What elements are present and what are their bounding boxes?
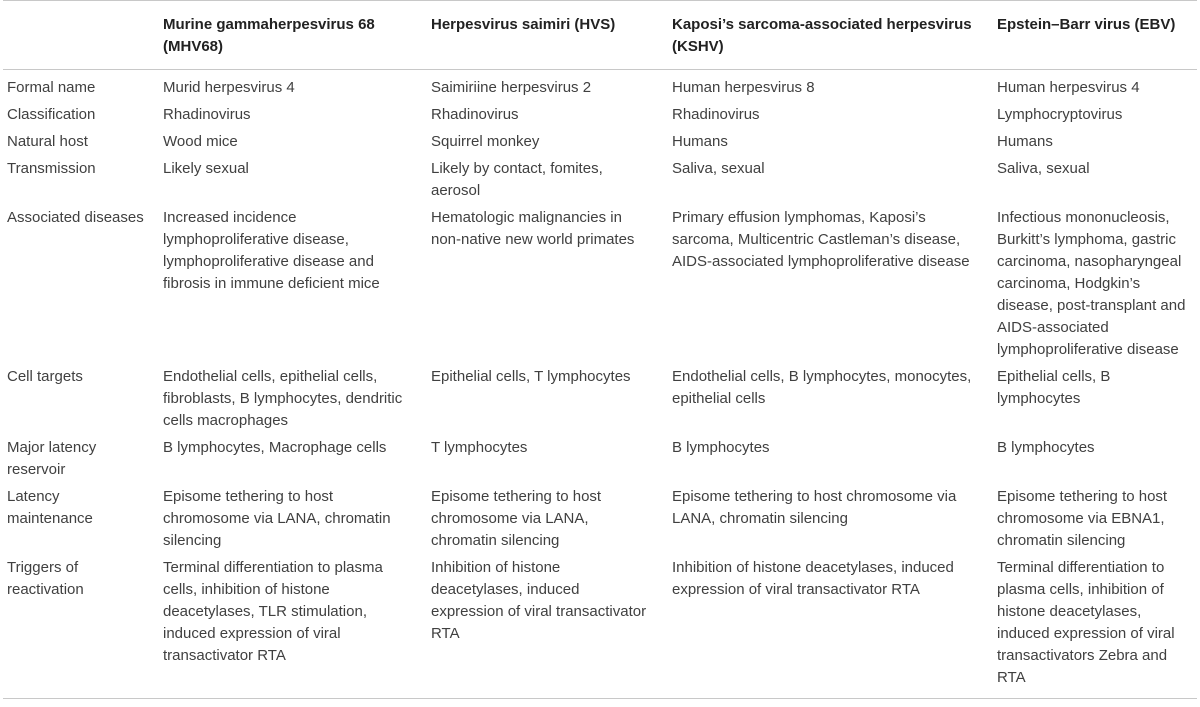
table-cell: Infectious mononucleosis, Burkitt’s lymphoma, gastric carcinoma, nasopharyngeal carcinoma, Hodgkin’s disease, post-transplant and AIDS-associated lymphoproliferative disease — [997, 209, 1186, 358]
header-row — [3, 1, 1197, 70]
header-cell-hvs: Herpesvirus saimiri (HVS) — [431, 16, 616, 33]
table-cell: Endothelial cells, B lymphocytes, monocytes, epithelial cells — [672, 368, 972, 407]
row-label: Classification — [7, 106, 96, 123]
herpesvirus-comparison-table-wrapper — [3, 0, 1197, 699]
row-label: Latency maintenance — [7, 488, 93, 527]
table-cell: Hematologic malignancies in non-native new world primates — [431, 209, 635, 248]
table-cell: Terminal differentiation to plasma cells, inhibition of histone deacetylases, TLR stimulation, induced expression of viral transactivator RTA — [163, 559, 383, 664]
table-row — [3, 552, 1197, 699]
table-cell: Wood mice — [163, 133, 238, 150]
header-cell-kshv: Kaposi’s sarcoma-associated herpesvirus (KSHV) — [672, 16, 972, 55]
table-cell: Episome tethering to host chromosome via LANA, chromatin silencing — [672, 488, 957, 527]
table-row — [3, 432, 1197, 481]
table-cell: B lymphocytes — [672, 439, 770, 456]
table-cell: Saliva, sexual — [997, 160, 1090, 177]
table-cell: Epithelial cells, T lymphocytes — [431, 368, 631, 385]
table-row — [3, 153, 1197, 202]
table-cell: Inhibition of histone deacetylases, induced expression of viral transactivator RTA — [431, 559, 647, 642]
table-cell: Humans — [997, 133, 1053, 150]
table-row — [3, 70, 1197, 100]
row-label: Transmission — [7, 160, 96, 177]
table-cell: Saliva, sexual — [672, 160, 765, 177]
table-row — [3, 361, 1197, 432]
row-label: Cell targets — [7, 368, 83, 385]
row-label: Major latency reservoir — [7, 439, 97, 478]
table-cell: Terminal differentiation to plasma cells, inhibition of histone deacetylases, induced expression of viral transactivators Zebra and RTA — [997, 559, 1175, 686]
header-cell-ebv: Epstein–Barr virus (EBV) — [997, 16, 1176, 33]
table-body — [3, 70, 1197, 699]
table-cell: Rhadinovirus — [163, 106, 251, 123]
row-label: Formal name — [7, 79, 96, 96]
herpesvirus-comparison-table — [3, 0, 1197, 699]
table-cell: Likely by contact, fomites, aerosol — [431, 160, 603, 199]
table-cell: Inhibition of histone deacetylases, induced expression of viral transactivator RTA — [672, 559, 954, 598]
table-row — [3, 126, 1197, 153]
table-cell: T lymphocytes — [431, 439, 528, 456]
table-cell: Rhadinovirus — [672, 106, 760, 123]
table-cell: B lymphocytes — [997, 439, 1095, 456]
table-cell: Epithelial cells, B lymphocytes — [997, 368, 1111, 407]
table-cell: Saimiriine herpesvirus 2 — [431, 79, 592, 96]
header-cell-mhv68: Murine gammaherpesvirus 68 (MHV68) — [163, 16, 375, 55]
header-cell-blank — [3, 1, 155, 70]
table-row — [3, 481, 1197, 552]
table-row — [3, 99, 1197, 126]
table-row — [3, 202, 1197, 361]
table-cell: Primary effusion lymphomas, Kaposi’s sarcoma, Multicentric Castleman’s disease, AIDS-associated lymphoproliferative disease — [672, 209, 970, 270]
table-cell: Episome tethering to host chromosome via EBNA1, chromatin silencing — [997, 488, 1168, 549]
table-cell: B lymphocytes, Macrophage cells — [163, 439, 387, 456]
table-cell: Increased incidence lymphoproliferative disease, lymphoproliferative disease and fibrosis in immune deficient mice — [163, 209, 380, 292]
table-cell: Episome tethering to host chromosome via LANA, chromatin silencing — [163, 488, 391, 549]
table-cell: Likely sexual — [163, 160, 249, 177]
table-header — [3, 1, 1197, 70]
row-label: Triggers of reactivation — [7, 559, 84, 598]
table-cell: Lymphocryptovirus — [997, 106, 1123, 123]
table-cell: Human herpesvirus 8 — [672, 79, 815, 96]
table-cell: Squirrel monkey — [431, 133, 540, 150]
row-label: Natural host — [7, 133, 88, 150]
table-cell: Murid herpesvirus 4 — [163, 79, 295, 96]
table-cell: Episome tethering to host chromosome via LANA, chromatin silencing — [431, 488, 602, 549]
table-cell: Endothelial cells, epithelial cells, fibroblasts, B lymphocytes, dendritic cells macrophages — [163, 368, 403, 429]
table-cell: Rhadinovirus — [431, 106, 519, 123]
table-cell: Human herpesvirus 4 — [997, 79, 1140, 96]
table-cell: Humans — [672, 133, 728, 150]
row-label: Associated diseases — [7, 209, 144, 226]
